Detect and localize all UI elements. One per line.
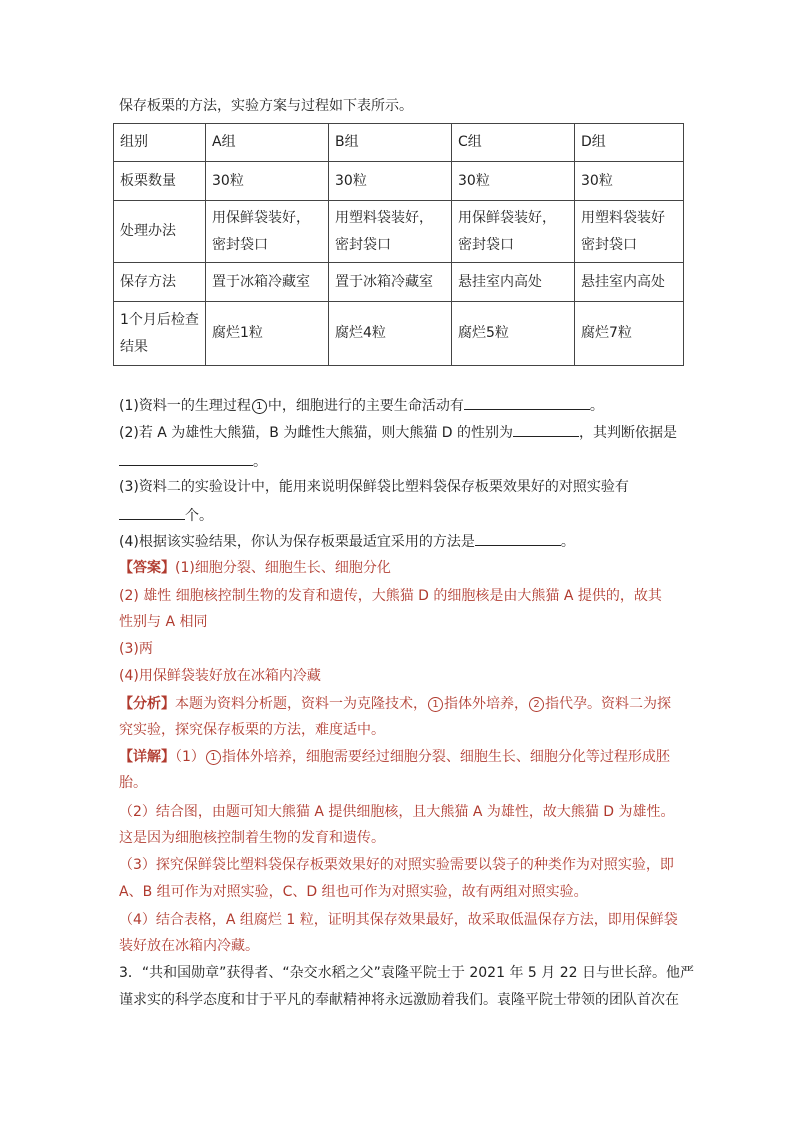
table-row — [114, 263, 684, 302]
question-2-cont: 。 — [119, 451, 267, 472]
detail-4: （4）结合表格，A 组腐烂 1 粒，证明其保存效果最好，故采取低温保存方法，即用保鲜袋 — [119, 912, 678, 928]
detail-3-cont: A、B 组可作为对照实验，C、D 组也可作为对照实验，故有两组对照实验。 — [119, 884, 588, 900]
table-cell: 用保鲜袋装好，密封袋口 — [452, 201, 575, 263]
answer-2-cont: 性别与 A 相同 — [119, 614, 208, 630]
table-cell: 用塑料袋装好密封袋口 — [575, 201, 684, 263]
circled-number: 1 — [428, 697, 443, 712]
answer-3: (3)两 — [119, 641, 153, 657]
next-question-line-2: 谨求实的科学态度和甘于平凡的奉献精神将永远激励着我们。袁隆平院士带领的团队首次在 — [119, 992, 679, 1008]
table-cell: 组别 — [114, 124, 206, 162]
answer-4: (4)用保鲜袋装好放在冰箱内冷藏 — [119, 668, 321, 684]
answer-blank[interactable] — [119, 451, 253, 466]
table-cell: 1个月后检查结果 — [114, 302, 206, 366]
analysis-label: 【分析】 — [119, 696, 175, 712]
question-1: (1)资料一的生理过程 1 中，细胞进行的主要生命活动有 。 — [119, 395, 604, 416]
detail-1-cont: 胎。 — [119, 775, 147, 791]
analysis-line-2: 究实验，探究保存板栗的方法，难度适中。 — [119, 722, 385, 738]
table-row — [114, 124, 684, 162]
circled-number: 1 — [206, 750, 221, 765]
table-cell: 保存方法 — [114, 263, 206, 302]
table-cell: 置于冰箱冷藏室 — [329, 263, 452, 302]
detail-4-cont: 装好放在冰箱内冷藏。 — [119, 938, 259, 954]
table-row — [114, 302, 684, 366]
table-cell: A组 — [206, 124, 329, 162]
table-cell: 30粒 — [206, 162, 329, 201]
answer-blank[interactable] — [119, 505, 185, 520]
question-2: (2)若 A 为雄性大熊猫，B 为雌性大熊猫，则大熊猫 D 的性别为 ，其判断依据是 — [119, 422, 677, 443]
answer-1: 【答案】(1)细胞分裂、细胞生长、细胞分化 — [119, 560, 391, 576]
table-cell: B组 — [329, 124, 452, 162]
answer-blank[interactable] — [464, 395, 590, 410]
next-question-line-1: 3．“共和国勋章”获得者、“杂交水稻之父”袁隆平院士于 2021 年 5 月 22 日与世长辞。他严 — [119, 965, 694, 981]
detail-2: （2）结合图，由题可知大熊猫 A 提供细胞核，且大熊猫 A 为雄性，故大熊猫 D 为雄性。 — [119, 804, 675, 820]
table-cell: 腐烂1粒 — [206, 302, 329, 366]
circled-number: 2 — [529, 697, 544, 712]
table-cell: 腐烂4粒 — [329, 302, 452, 366]
answer-blank[interactable] — [475, 531, 561, 546]
table-cell: 用塑料袋装好，密封袋口 — [329, 201, 452, 263]
detail-2-cont: 这是因为细胞核控制着生物的发育和遗传。 — [119, 830, 385, 846]
answer-blank[interactable] — [513, 422, 579, 437]
detail-label: 【详解】 — [119, 749, 175, 765]
analysis-line-1: 【分析】本题为资料分析题，资料一为克隆技术， 1 指体外培养， 2 指代孕。资料二为探 — [119, 696, 671, 712]
question-3: (3)资料二的实验设计中，能用来说明保鲜袋比塑料袋保存板栗效果好的对照实验有 — [119, 479, 629, 495]
table-cell: 板栗数量 — [114, 162, 206, 201]
question-3-cont: 个。 — [119, 505, 213, 526]
experiment-table — [113, 123, 684, 366]
answer-label: 【答案】 — [119, 560, 175, 576]
table-cell: 悬挂室内高处 — [575, 263, 684, 302]
table-row — [114, 201, 684, 263]
circled-number: 1 — [252, 399, 267, 414]
table-cell: 置于冰箱冷藏室 — [206, 263, 329, 302]
table-cell: 悬挂室内高处 — [452, 263, 575, 302]
table-cell: D组 — [575, 124, 684, 162]
detail-1: 【详解】（1） 1 指体外培养，细胞需要经过细胞分裂、细胞生长、细胞分化等过程形成胚 — [119, 749, 670, 765]
answer-2: (2) 雄性 细胞核控制生物的发育和遗传，大熊猫 D 的细胞核是由大熊猫 A 提供的，故其 — [119, 588, 662, 604]
table-row — [114, 162, 684, 201]
table-cell: 处理办法 — [114, 201, 206, 263]
table-cell: 腐烂5粒 — [452, 302, 575, 366]
table-cell: 30粒 — [452, 162, 575, 201]
table-cell: C组 — [452, 124, 575, 162]
table-cell: 腐烂7粒 — [575, 302, 684, 366]
table-cell: 30粒 — [329, 162, 452, 201]
detail-3: （3）探究保鲜袋比塑料袋保存板栗效果好的对照实验需要以袋子的种类作为对照实验，即 — [119, 857, 674, 873]
question-4: (4)根据该实验结果，你认为保存板栗最适宜采用的方法是 。 — [119, 531, 575, 552]
table-cell: 30粒 — [575, 162, 684, 201]
intro-text: 保存板栗的方法，实验方案与过程如下表所示。 — [119, 98, 413, 114]
table-cell: 用保鲜袋装好，密封袋口 — [206, 201, 329, 263]
